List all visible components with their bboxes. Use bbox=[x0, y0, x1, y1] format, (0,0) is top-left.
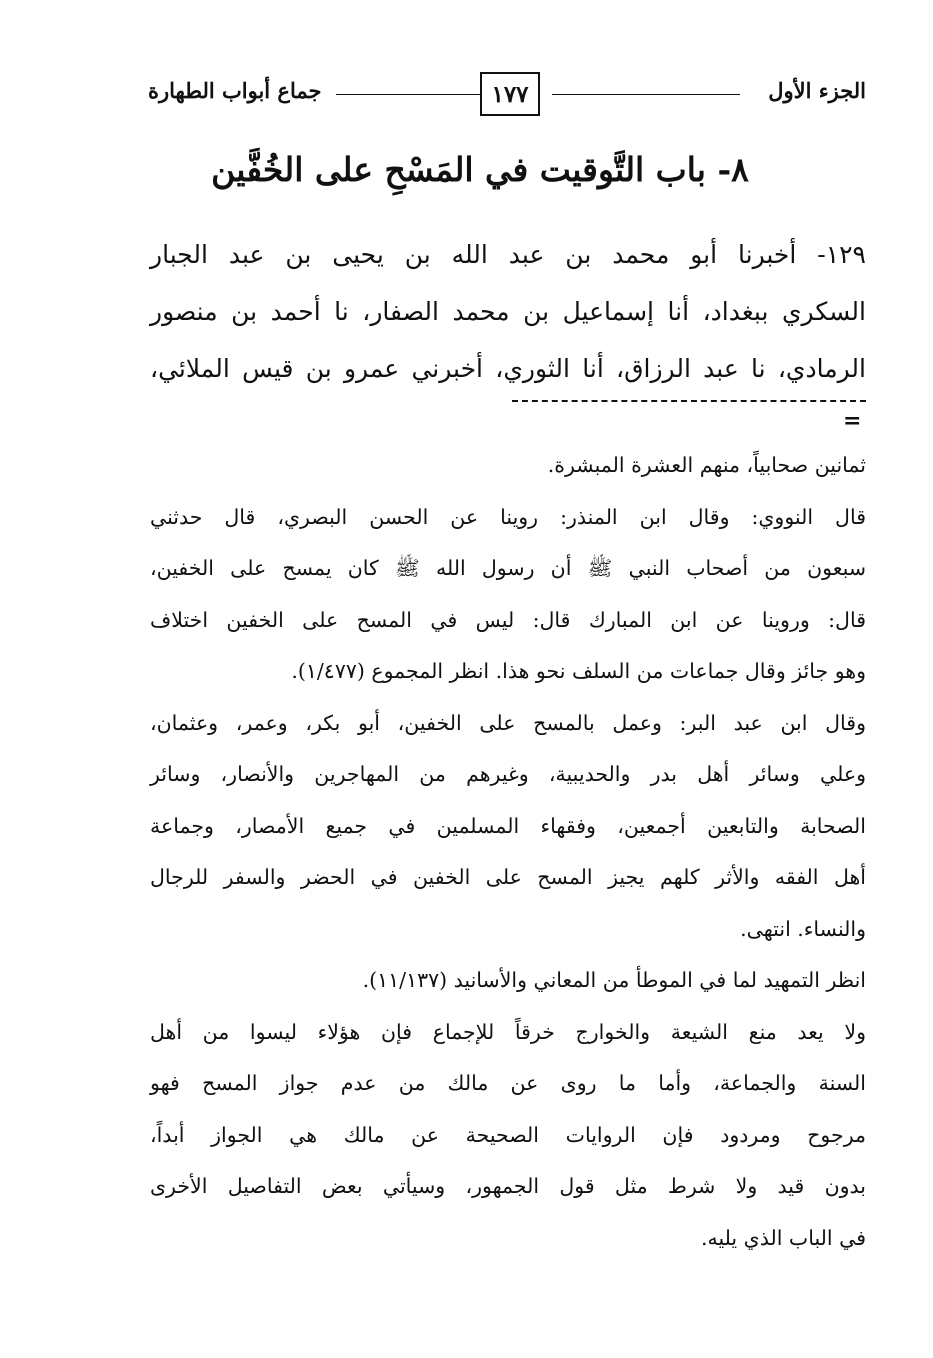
footnote-line: وعلي وسائر أهل بدر والحديبية، وغيرهم من المهاجرين والأنصار، وسائر bbox=[150, 762, 866, 786]
volume-label: الجزء الأول bbox=[768, 78, 866, 103]
footnote-line: انظر التمهيد لما في الموطأ من المعاني والأسانيد (١١/١٣٧). bbox=[362, 968, 866, 992]
footnote-line: ولا يعد منع الشيعة والخوارج خرقاً للإجماع فإن هؤلاء ليسوا من أهل bbox=[150, 1019, 866, 1044]
book-section-title: جماع أبواب الطهارة bbox=[148, 78, 322, 103]
footnote-line: قال النووي: وقال ابن المنذر: روينا عن الحسن البصري، قال حدثني bbox=[150, 504, 866, 529]
main-text bbox=[150, 226, 866, 397]
footnote-separator bbox=[512, 400, 866, 402]
footnote-line: مرجوح ومردود فإن الروايات الصحيحة عن مالك هي الجواز أبداً، bbox=[150, 1122, 866, 1147]
footnote-line: أهل الفقه والأثر كلهم يجيز المسح على الخفين في الحضر والسفر للرجال bbox=[150, 865, 866, 889]
footnote-line: وهو جائز وقال جماعات من السلف نحو هذا. انظر المجموع (١/٤٧٧). bbox=[291, 659, 866, 683]
header-rule-left bbox=[336, 94, 481, 95]
footnote-line: بدون قيد ولا شرط مثل قول الجمهور، وسيأتي بعض التفاصيل الأخرى bbox=[150, 1174, 866, 1198]
page-number: ١٧٧ bbox=[480, 72, 540, 116]
footnote-line: قال: وروينا عن ابن المبارك قال: ليس في المسح على الخفين اختلاف bbox=[150, 607, 866, 632]
footnotes bbox=[150, 440, 866, 1264]
footnote-line: في الباب الذي يليه. bbox=[700, 1225, 866, 1250]
footnote-continuation-mark: = bbox=[843, 408, 862, 434]
footnote-line: وقال ابن عبد البر: وعمل بالمسح على الخفين، أبو بكر، وعمر، وعثمان، bbox=[150, 710, 866, 735]
footnote-line: سبعون من أصحاب النبي ﷺ أن رسول الله ﷺ كان يمسح على الخفين، bbox=[150, 556, 866, 580]
footnote-line: الصحابة والتابعين أجمعين، وفقهاء المسلمين في جميع الأمصار، وجماعة bbox=[150, 813, 866, 838]
header-rule-right bbox=[552, 94, 740, 95]
footnote-line: ثمانين صحابياً، منهم العشرة المبشرة. bbox=[547, 453, 866, 477]
chapter-title: ٨- باب التَّوقيت في المَسْحِ على الخُفَّين bbox=[211, 150, 749, 189]
main-text-line: ١٢٩- أخبرنا أبو محمد بن عبد الله بن يحيى بن عبد الجبار bbox=[150, 240, 866, 269]
main-text-line: الرمادي، نا عبد الرزاق، أنا الثوري، أخبرني عمرو بن قيس الملائي، bbox=[150, 354, 866, 383]
main-text-line: السكري ببغداد، أنا إسماعيل بن محمد الصفار، نا أحمد بن منصور bbox=[150, 297, 866, 326]
footnote-line: السنة والجماعة، وأما ما روى عن مالك من عدم جواز المسح فهو bbox=[150, 1071, 866, 1095]
running-header bbox=[148, 72, 866, 124]
footnote-line: والنساء. انتهى. bbox=[740, 916, 866, 941]
